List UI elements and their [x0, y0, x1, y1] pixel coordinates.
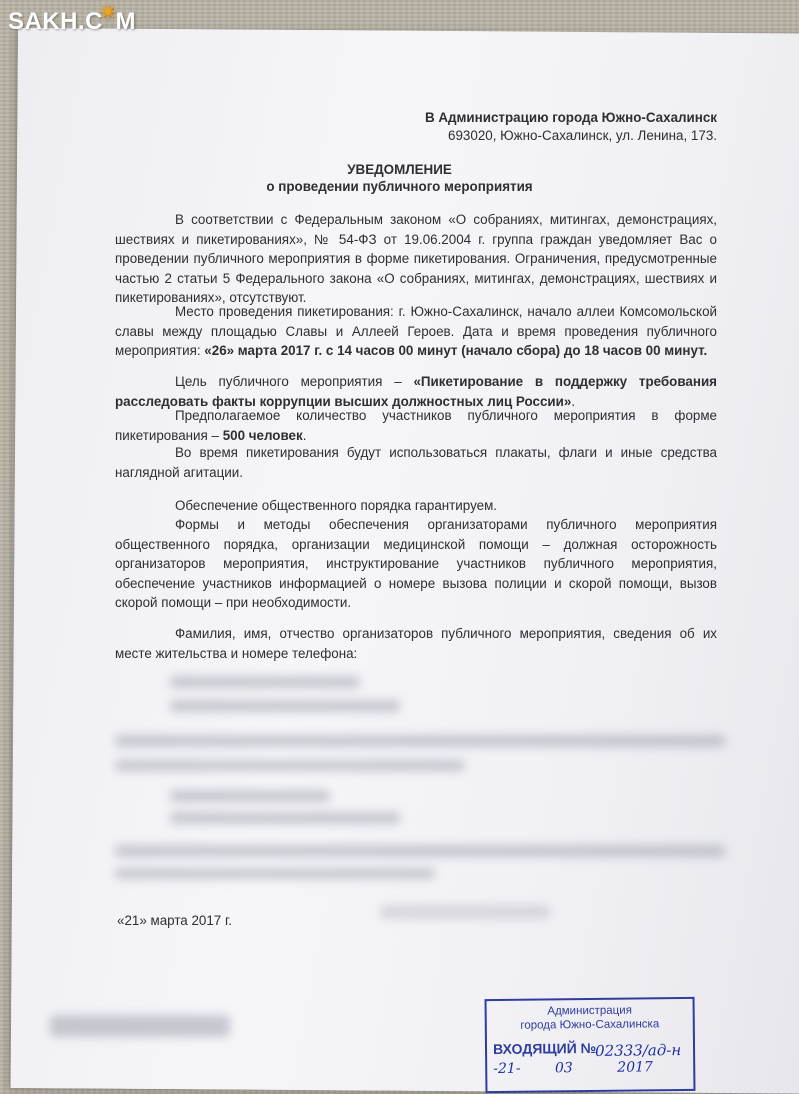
document-subtitle: о проведении публичного мероприятия [266, 179, 533, 194]
event-purpose: «Пикетирование в поддержку требования расследовать факты коррупции высших должностных лиц России» [115, 374, 717, 409]
paragraph-order-guarantee: Обеспечение общественного порядка гарантируем. [175, 498, 497, 513]
site-watermark-logo: SAKH.C☀M [8, 2, 136, 35]
stamp-org-line1: Администрация [547, 1004, 632, 1018]
addressee-address: 693020, Южно-Сахалинск, ул. Ленина, 173. [448, 128, 717, 143]
paragraph-organizers: Фамилия, имя, отчество организаторов публичного мероприятия, сведения об их месте жительства и номере телефона: [115, 626, 717, 661]
paragraph-legal-basis: В соответствии с Федеральным законом «О собраниях, митингах, демонстрациях, шествиях и пикетированиях», № 54-ФЗ от 19.06.2004 г. группа граждан уведомляет Вас о проведении публичного мероприятия в форме пикетирования. Ограничения, предусмотренные частью 2 статьи 5 Федерального закона «О собраниях, митингах, демонстрациях, шествиях и пикетированиях», отсутствуют. [115, 212, 717, 305]
paragraph-order-methods: Формы и методы обеспечения организаторами публичного мероприятия общественного порядка, организации медицинской помощи – должная осторожность организаторов мероприятия, инструктирование участников публичного мероприятия, обеспечение участников информацией о номере вызова полиции и скорой помощи, вызов скорой помощи – при необходимости. [115, 517, 717, 610]
paragraph-participants: Предполагаемое количество участников публичного мероприятия в форме пикетирования – 500 человек. [115, 408, 717, 443]
stamp-incoming-label: ВХОДЯЩИЙ № [492, 1039, 597, 1058]
document-title: УВЕДОМЛЕНИЕ [347, 162, 452, 177]
stamp-date: -21- 03 2017 [493, 1059, 653, 1078]
paragraph-materials: Во время пикетирования будут использоваться плакаты, флаги и иные средства наглядной агитации. [115, 445, 717, 480]
sun-icon: ☀ [99, 2, 118, 24]
document-date: «21» марта 2017 г. [117, 913, 232, 928]
event-date-time: «26» марта 2017 г. с 14 часов 00 минут (начало сбора) до 18 часов 00 минут. [204, 343, 708, 358]
stamp-incoming-number: 02333/ад-н [594, 1041, 682, 1060]
participant-count: 500 человек [222, 427, 303, 443]
addressee: В Администрацию города Южно-Сахалинск [424, 110, 717, 125]
incoming-registration-stamp [485, 997, 696, 1093]
paragraph-purpose: Цель публичного мероприятия – «Пикетирование в поддержку требования расследовать факты коррупции высших должностных лиц России». [115, 374, 717, 409]
stamp-org-line2: города Южно-Сахалинска [520, 1018, 660, 1032]
paragraph-location-time: Место проведения пикетирования: г. Южно-Сахалинск, начало аллеи Комсомольской славы между площадью Славы и Аллеей Героев. Дата и время проведения публичного мероприятия: «26» марта 2017 г. с 14 часов 00 минут (начало сбора) до 18 часов 00 минут. [115, 304, 717, 358]
